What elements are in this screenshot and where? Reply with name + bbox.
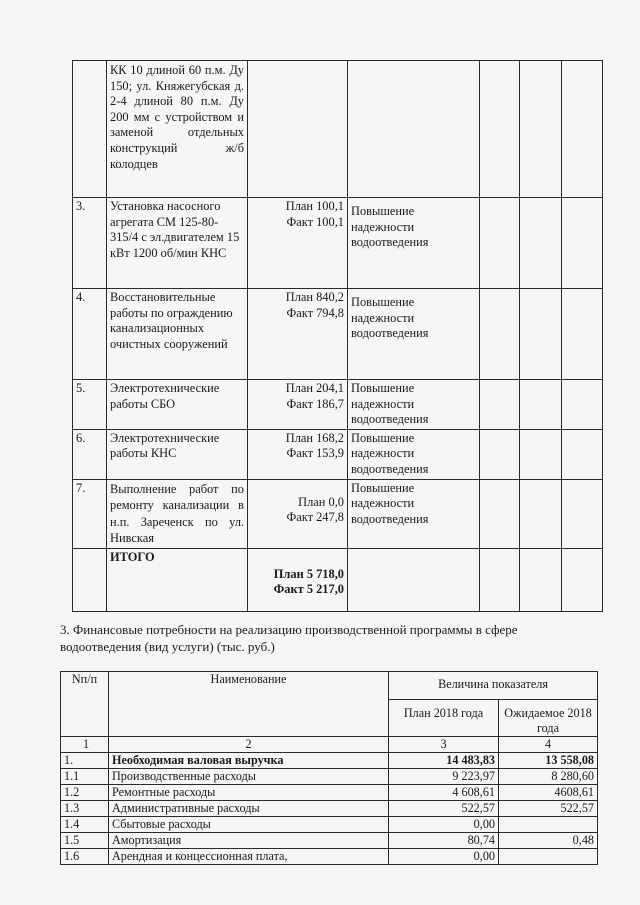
row-number: 3. (73, 198, 107, 289)
row-number: 1.2 (61, 785, 109, 801)
table-row (73, 479, 603, 548)
row-expected: 13 558,08 (499, 753, 598, 769)
row-expected (499, 849, 598, 865)
row-number: 1.3 (61, 801, 109, 817)
table-row (61, 753, 598, 769)
table-row (61, 785, 598, 801)
row-number: 6. (73, 429, 107, 479)
fact-value: Факт 247,8 (286, 510, 344, 525)
plan-fact-cell (248, 380, 348, 430)
fact-value: Факт 153,9 (286, 446, 344, 461)
table-row (61, 817, 598, 833)
work-description: Электротехнические работы КНС (107, 429, 248, 479)
row-plan: 0,00 (389, 817, 499, 833)
table-row (61, 801, 598, 817)
total-label: ИТОГО (107, 548, 248, 611)
table-row (73, 289, 603, 380)
table-row (73, 429, 603, 479)
fact-value: Факт 100,1 (286, 214, 344, 229)
row-plan: 522,57 (389, 801, 499, 817)
row-plan: 14 483,83 (389, 753, 499, 769)
plan-value: План 204,1 (285, 381, 344, 395)
header-num: Nп/п (61, 672, 109, 737)
column-number-row (61, 737, 598, 753)
row-name: Сбытовые расходы (109, 817, 389, 833)
colnum: 2 (109, 737, 389, 753)
row-name: Производственные расходы (109, 769, 389, 785)
result-cell: Повышение надежности водоотведения (348, 380, 480, 430)
result-cell: Повышение надежности водоотведения (348, 198, 480, 289)
row-plan: 4 608,61 (389, 785, 499, 801)
colnum: 3 (389, 737, 499, 753)
total-fact-value: Факт 5 217,0 (273, 582, 344, 597)
colnum: 1 (61, 737, 109, 753)
fact-value: Факт 186,7 (286, 396, 344, 411)
row-number: 7. (73, 479, 107, 548)
work-description: КК 10 длиной 60 п.м. Ду 150; ул. Княжегубская д. 2-4 длиной 80 п.м. Ду 200 мм с устройством и заменой отдельных конструкций ж/б колодцев (107, 61, 248, 198)
section-heading: 3. Финансовые потребности на реализацию производственной программы в сфере водоотведения (вид услуги) (тыс. руб.) (60, 622, 518, 654)
row-expected: 4608,61 (499, 785, 598, 801)
plan-fact-cell (248, 429, 348, 479)
row-plan: 0,00 (389, 849, 499, 865)
table-row (61, 833, 598, 849)
work-description: Восстановительные работы по ограждению канализационных очистных сооружений (107, 289, 248, 380)
result-cell: Повышение надежности водоотведения (348, 289, 480, 380)
row-number (73, 61, 107, 198)
plan-value: План 0,0 (298, 494, 344, 509)
total-plan-value: План 5 718,0 (273, 566, 344, 581)
row-name: Необходимая валовая выручка (109, 753, 389, 769)
row-number: 1.1 (61, 769, 109, 785)
header-plan: План 2018 года (389, 700, 499, 737)
row-number: 5. (73, 380, 107, 430)
row-expected: 0,48 (499, 833, 598, 849)
plan-value: План 100,1 (285, 199, 344, 213)
fact-value: Факт 794,8 (286, 305, 344, 320)
table-row (61, 769, 598, 785)
financial-needs-table (60, 671, 598, 865)
row-number: 1.4 (61, 817, 109, 833)
row-plan: 80,74 (389, 833, 499, 849)
row-name: Административные расходы (109, 801, 389, 817)
plan-value: План 168,2 (285, 430, 344, 445)
table-row-total (73, 548, 603, 611)
row-expected: 8 280,60 (499, 769, 598, 785)
row-number: 4. (73, 289, 107, 380)
row-number: 1. (61, 753, 109, 769)
row-name: Арендная и концессионная плата, (109, 849, 389, 865)
work-description: Электротехнические работы СБО (107, 380, 248, 430)
table-row (73, 61, 603, 198)
table-row (73, 380, 603, 430)
work-description: Установка насосного агрегата СМ 125-80-315/4 с эл.двигателем 15 кВт 1200 об/мин КНС (107, 198, 248, 289)
total-plan-fact-cell (248, 548, 348, 611)
row-name: Амортизация (109, 833, 389, 849)
works-table (72, 60, 603, 612)
header-value: Величина показателя (389, 672, 598, 700)
plan-fact-cell (248, 289, 348, 380)
plan-fact-cell (248, 61, 348, 198)
row-plan: 9 223,97 (389, 769, 499, 785)
row-expected: 522,57 (499, 801, 598, 817)
work-description: Выполнение работ по ремонту канализации в н.п. Зареченск по ул. Нивская (107, 479, 248, 548)
result-cell: Повышение надежности водоотведения (348, 479, 480, 548)
plan-fact-cell (248, 479, 348, 548)
header-row (61, 672, 598, 700)
row-number: 1.5 (61, 833, 109, 849)
colnum: 4 (499, 737, 598, 753)
plan-fact-cell (248, 198, 348, 289)
row-name: Ремонтные расходы (109, 785, 389, 801)
header-expected: Ожидаемое 2018 года (499, 700, 598, 737)
table-row (61, 849, 598, 865)
result-cell: Повышение надежности водоотведения (348, 429, 480, 479)
plan-value: План 840,2 (285, 290, 344, 304)
result-cell (348, 61, 480, 198)
row-expected (499, 817, 598, 833)
row-number: 1.6 (61, 849, 109, 865)
header-name: Наименование (109, 672, 389, 737)
table-row (73, 198, 603, 289)
